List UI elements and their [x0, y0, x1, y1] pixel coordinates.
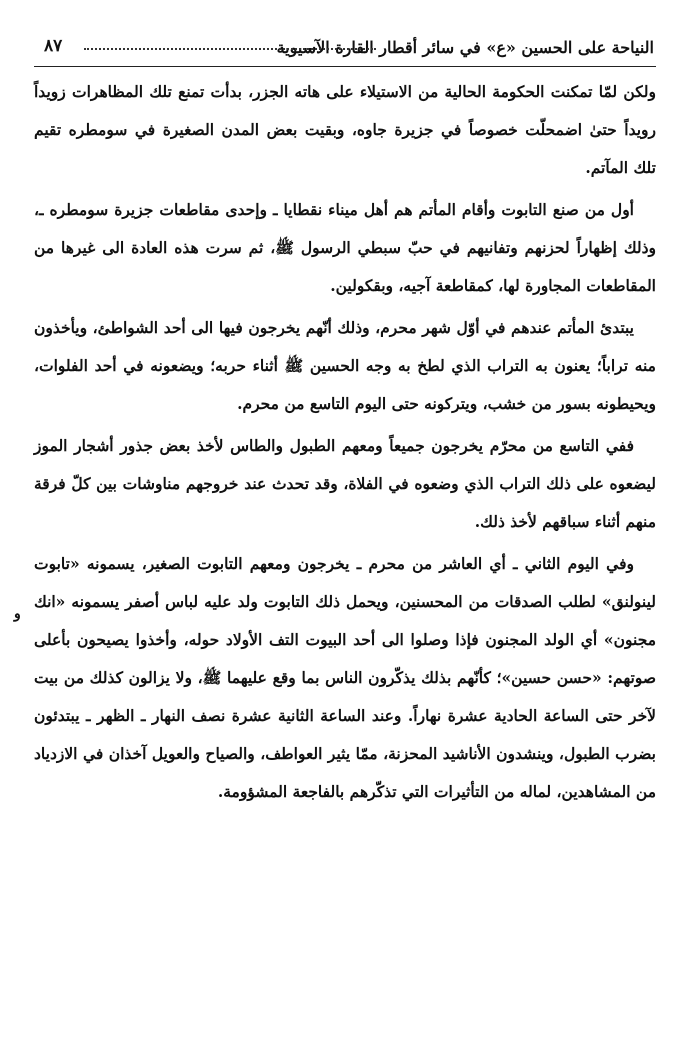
body-text: [34, 73, 656, 811]
running-header: [34, 18, 656, 67]
paragraph-1: ولكن لمّا تمكنت الحكومة الحالية من الاستيلاء على هاته الجزر، بدأت تمنع تلك المظاهرات زويداً رويداً حتىٰ اضمحلّت خصوصاً في جزيرة جاوه، وبقيت بعض المدن الصغيرة في سومطره تقيم تلك المآتم.: [34, 82, 656, 177]
header-dot-leader: [84, 48, 376, 50]
margin-note: و: [14, 606, 21, 622]
paragraph-4: ففي التاسع من محرّم يخرجون جميعاً ومعهم الطبول والطاس لأخذ بعض جذور أشجار الموز ليضعوه على ذلك التراب الذي وضعوه في الفلاة، وقد تحدث عند خروجهم مناوشات بين كلّ فرقة منهم أثناء سباقهم لأخذ ذلك.: [34, 436, 656, 531]
document-page: [14, 18, 656, 1028]
header-title: النياحة على الحسين «ع» في سائر أقطار القارة الآسيوية: [276, 38, 654, 57]
paragraph-3: يبتدئ المأتم عندهم في أوّل شهر محرم، وذلك أنّهم يخرجون فيها الى أحد الشواطئ، ويأخذون منه تراباً؛ يعنون به التراب الذي لطخ به وجه الحسين ﷺ أثناء حربه؛ ويضعونه في أحد الفلوات، ويحيطونه بسور من خشب، ويتركونه حتى اليوم التاسع من محرم.: [34, 318, 656, 413]
paragraph-2: أول من صنع التابوت وأقام المأتم هم أهل ميناء نقطايا ـ وإحدى مقاطعات جزيرة سومطره ـ، وذلك إظهاراً لحزنهم وتفانيهم في حبّ سبطي الرسول ﷺ، ثم سرت هذه العادة الى غيرها من المقاطعات المجاورة لها، كمقاطعة آجيه، وبقكولين.: [34, 200, 656, 295]
page-number: ٨٧: [44, 36, 63, 56]
paragraph-5: وفي اليوم الثاني ـ أي العاشر من محرم ـ يخرجون ومعهم التابوت الصغير، يسمونه «تابوت لينولنق» لطلب الصدقات من المحسنين، ويحمل ذلك التابوت ولد عليه لباس أصفر يسمونه «انك مجنون» أي الولد المجنون فإذا وصلوا الى أحد البيوت التف الأولاد حوله، وأخذوا يصيحون بأعلى صوتهم: «حسن حسين»؛ كأنّهم بذلك يذكّرون الناس بما وقع عليهما ﷺ، ولا يزالون كذلك من بيت لآخر حتى الساعة الحادية عشرة نهاراً. وعند الساعة الثانية عشرة نصف النهار ـ الظهر ـ يبتدئون بضرب الطبول، وينشدون الأناشيد المحزنة، ممّا يثير العواطف، والصياح والعويل آخذان في الازدياد من المشاهدين، لماله من التأثيرات التي تذكّرهم بالفاجعة المشؤومة.: [34, 554, 656, 801]
